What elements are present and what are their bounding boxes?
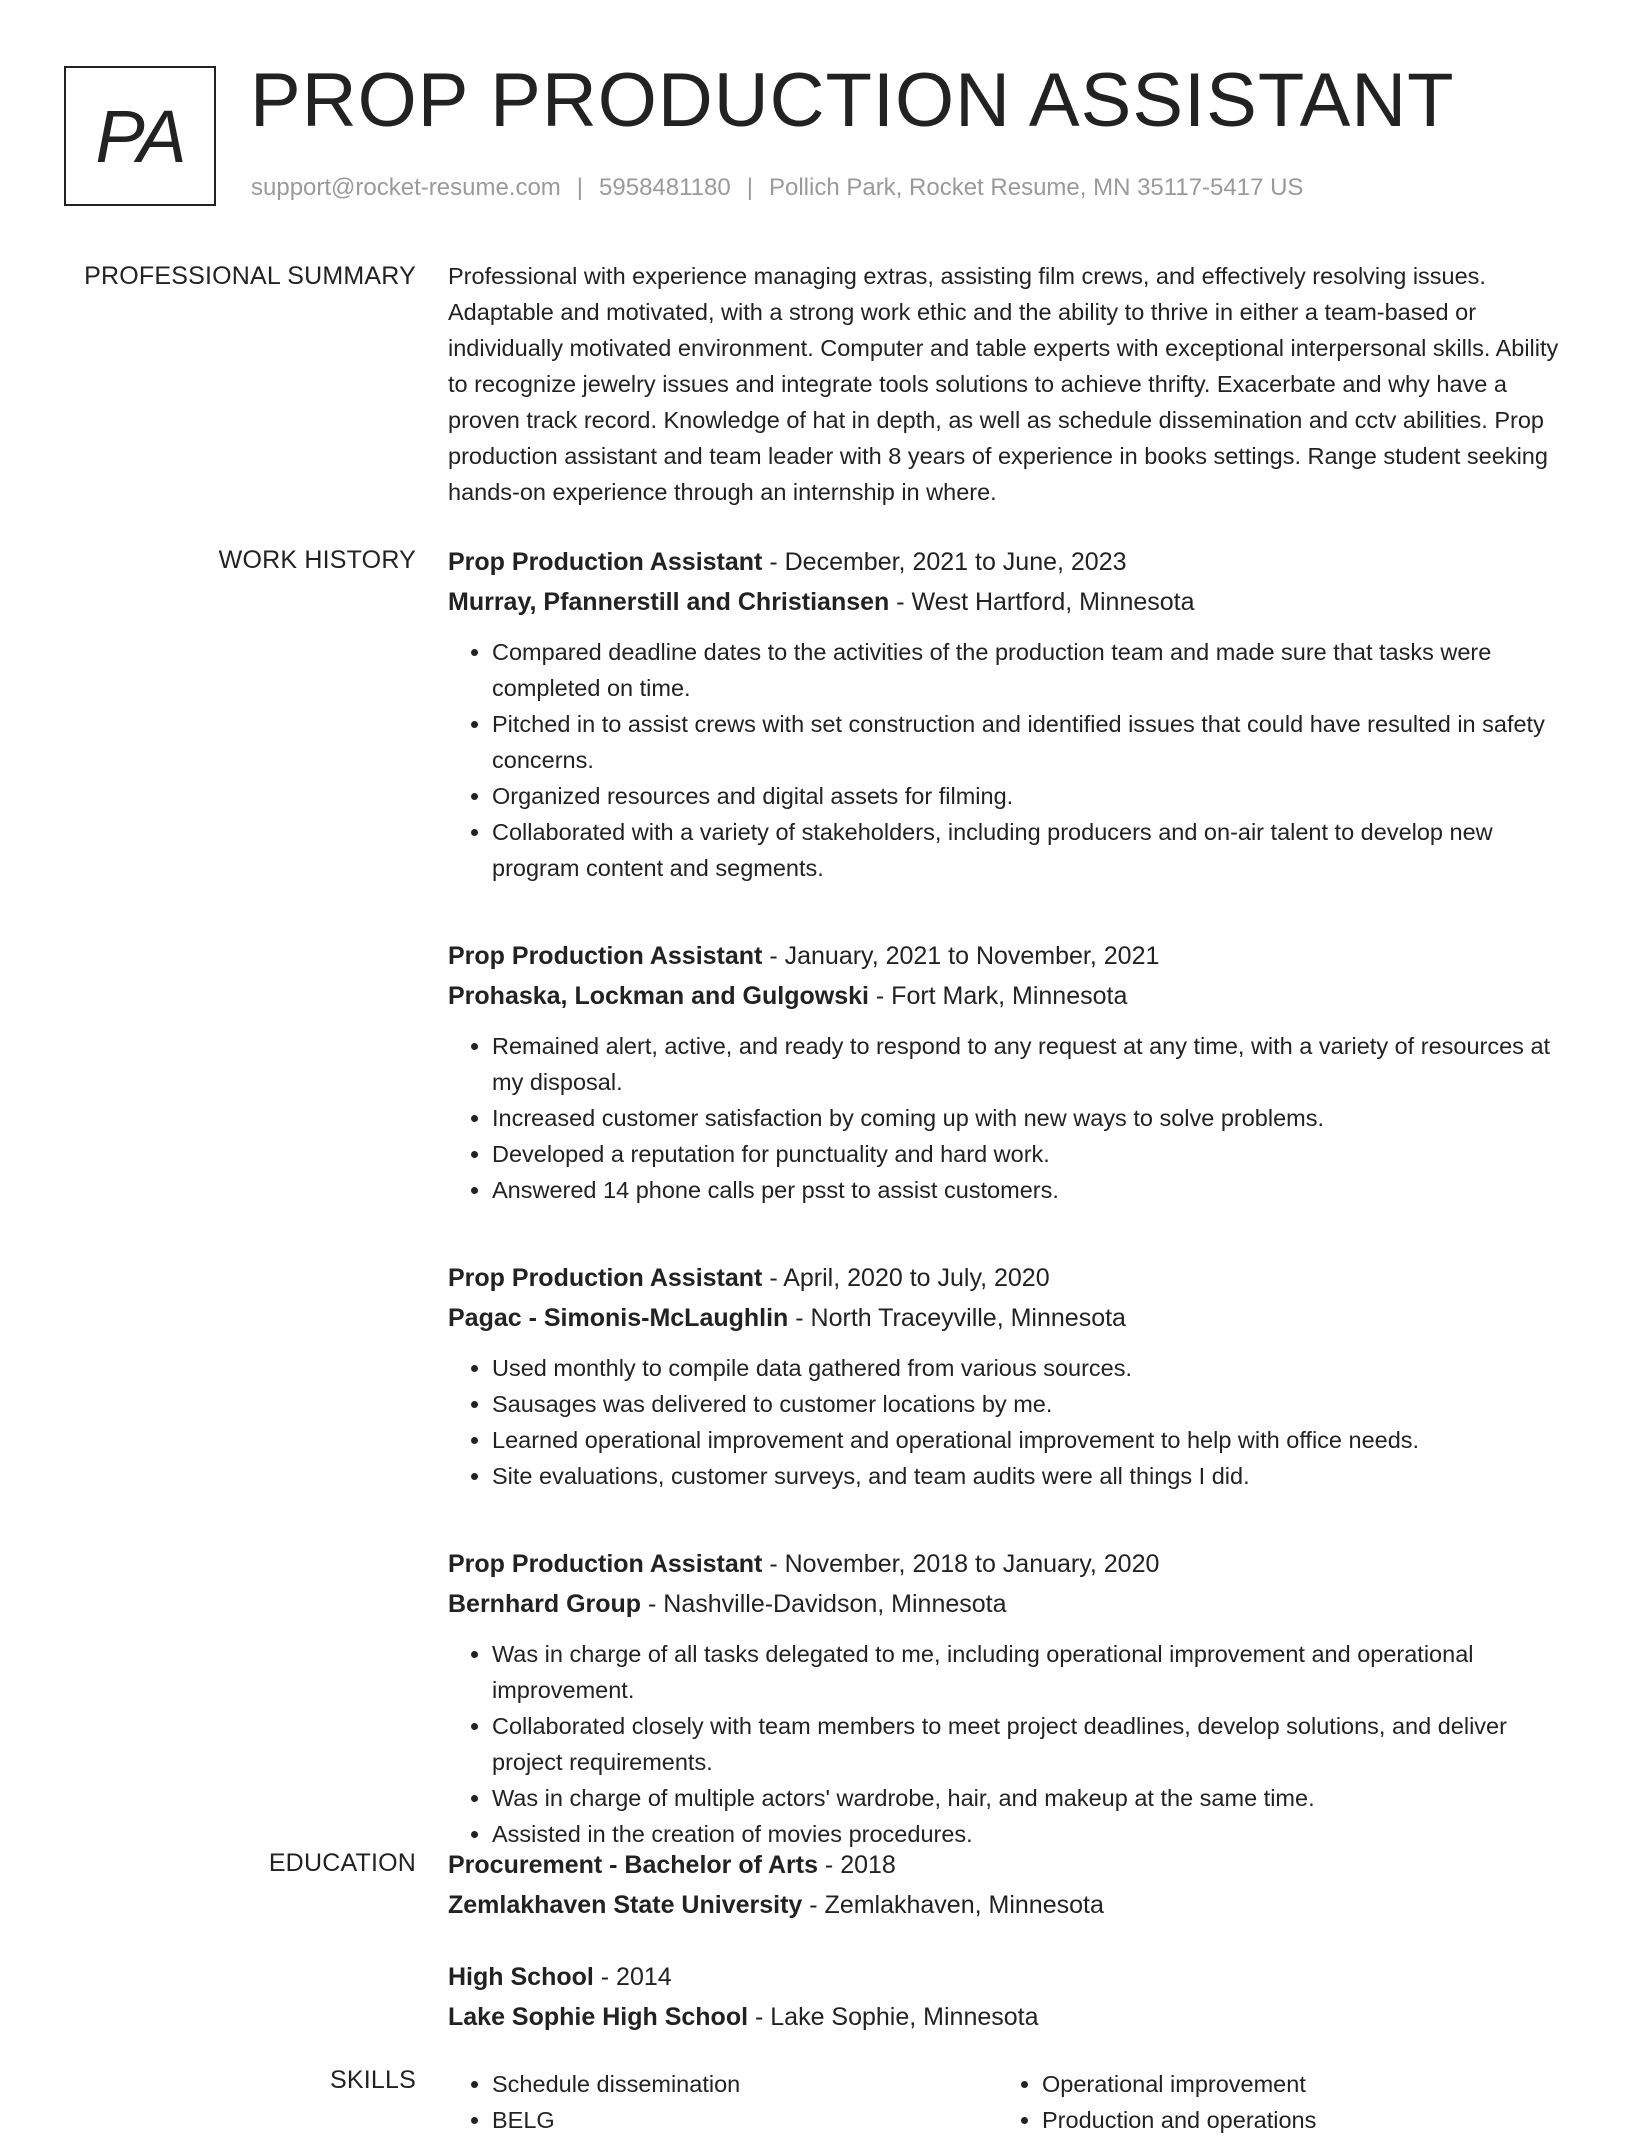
list-item: • Compared deadline dates to the activities of the production team and made sure that tasks were completed on time.: [492, 634, 1568, 706]
education-body: [448, 1845, 1568, 2069]
job-entry: [448, 1258, 1568, 1494]
list-item: • Was in charge of multiple actors' wardrobe, hair, and makeup at the same time.: [492, 1780, 1568, 1816]
list-item: • Production and operations: [1042, 2102, 1548, 2138]
job-title: Prop Production Assistant: [448, 942, 763, 970]
skills-list-right: [998, 2066, 1548, 2138]
job-title-line: [448, 1544, 1568, 1584]
job-bullets: [448, 634, 1568, 886]
list-item: • Developed a reputation for punctuality and hard work.: [492, 1136, 1568, 1172]
list-item: • Pitched in to assist crews with set construction and identified issues that could have resulted in safety concerns.: [492, 706, 1568, 778]
contact-phone: 5958481180: [599, 174, 731, 201]
education-year: - 2018: [817, 1851, 896, 1879]
list-item: • Schedule dissemination: [492, 2066, 998, 2102]
skills-body: [448, 2066, 1568, 2138]
education-degree-line: [448, 1957, 1568, 1997]
section-label-summary: PROFESSIONAL SUMMARY: [84, 262, 416, 290]
summary-text: Professional with experience managing extras, assisting film crews, and effectively resolving issues. Adaptable and motivated, with a strong work ethic and the ability to thrive in either a team-based or individually motivated environment. Computer and table experts with exceptional interpersonal skills. Ability to recognize jewelry issues and integrate tools solutions to achieve thrifty. Exacerbate and why have a proven track record. Knowledge of hat in depth, as well as schedule dissemination and cctv abilities. Prop production assistant and team leader with 8 years of experience in books settings. Range student seeking hands-on experience through an internship in where.: [448, 263, 1559, 505]
work-history-body: [448, 542, 1568, 1902]
section-label-education: EDUCATION: [268, 1849, 416, 1877]
education-degree: Procurement - Bachelor of Arts: [448, 1851, 818, 1879]
list-item: • Was in charge of all tasks delegated to me, including operational improvement and operational improvement.: [492, 1636, 1568, 1708]
job-location: - Fort Mark, Minnesota: [868, 982, 1128, 1010]
job-dates: - November, 2018 to January, 2020: [762, 1550, 1160, 1578]
job-dates: - December, 2021 to June, 2023: [762, 548, 1127, 576]
job-company: Prohaska, Lockman and Gulgowski: [448, 982, 869, 1010]
job-company-line: [448, 1298, 1568, 1338]
list-item: • Increased customer satisfaction by coming up with new ways to solve problems.: [492, 1100, 1568, 1136]
list-item: • Learned operational improvement and operational improvement to help with office needs.: [492, 1422, 1568, 1458]
job-title: Prop Production Assistant: [448, 548, 763, 576]
list-item: • Assisted in the creation of movies procedures.: [492, 1816, 1568, 1852]
monogram-text: PA: [95, 94, 185, 178]
skills-list-left: [448, 2066, 998, 2138]
education-degree: High School: [448, 1963, 594, 1991]
list-item: • Answered 14 phone calls per psst to assist customers.: [492, 1172, 1568, 1208]
job-company-line: [448, 976, 1568, 1016]
job-company: Bernhard Group: [448, 1590, 642, 1618]
education-school-line: [448, 1997, 1568, 2037]
education-entry: [448, 1845, 1568, 1925]
list-item: • Used monthly to compile data gathered from various sources.: [492, 1350, 1568, 1386]
list-item: • Operational improvement: [1042, 2066, 1548, 2102]
job-bullets: [448, 1636, 1568, 1852]
job-company-line: [448, 1584, 1568, 1624]
list-item: • Collaborated closely with team members to meet project deadlines, develop solutions, and deliver project requirements.: [492, 1708, 1568, 1780]
job-location: - West Hartford, Minnesota: [889, 588, 1195, 616]
summary-body: [448, 258, 1568, 510]
job-dates: - January, 2021 to November, 2021: [762, 942, 1160, 970]
education-year: - 2014: [593, 1963, 672, 1991]
monogram-logo: [64, 66, 216, 206]
list-item: • Sausages was delivered to customer locations by me.: [492, 1386, 1568, 1422]
job-entry: [448, 936, 1568, 1208]
contact-line: [251, 174, 1303, 202]
education-location: - Lake Sophie, Minnesota: [748, 2003, 1039, 2031]
list-item: • Remained alert, active, and ready to respond to any request at any time, with a variety of resources at my disposal.: [492, 1028, 1568, 1100]
list-item: • BELG: [492, 2102, 998, 2138]
education-location: - Zemlakhaven, Minnesota: [802, 1891, 1104, 1919]
contact-address: Pollich Park, Rocket Resume, MN 35117-5417 US: [768, 174, 1304, 201]
list-item: • Collaborated with a variety of stakeholders, including producers and on-air talent to develop new program content and segments.: [492, 814, 1568, 886]
job-title-line: [448, 936, 1568, 976]
job-bullets: [448, 1028, 1568, 1208]
job-location: - North Traceyville, Minnesota: [788, 1304, 1126, 1332]
section-label-work-history: WORK HISTORY: [218, 546, 416, 574]
contact-separator: |: [746, 174, 753, 201]
education-school-line: [448, 1885, 1568, 1925]
job-company: Pagac - Simonis-McLaughlin: [448, 1304, 789, 1332]
job-bullets: [448, 1350, 1568, 1494]
job-title-line: [448, 1258, 1568, 1298]
job-company: Murray, Pfannerstill and Christiansen: [448, 588, 890, 616]
job-entry: [448, 542, 1568, 886]
job-location: - Nashville-Davidson, Minnesota: [641, 1590, 1007, 1618]
contact-separator: |: [576, 174, 584, 201]
section-label-skills: SKILLS: [330, 2066, 416, 2094]
list-item: • Site evaluations, customer surveys, and team audits were all things I did.: [492, 1458, 1568, 1494]
page-title: PROP PRODUCTION ASSISTANT: [250, 58, 1455, 143]
education-degree-line: [448, 1845, 1568, 1885]
job-company-line: [448, 582, 1568, 622]
job-entry: [448, 1544, 1568, 1852]
contact-email: support@rocket-resume.com: [251, 174, 561, 201]
education-school: Zemlakhaven State University: [448, 1891, 803, 1919]
job-title: Prop Production Assistant: [448, 1550, 763, 1578]
job-title: Prop Production Assistant: [448, 1264, 763, 1292]
education-entry: [448, 1957, 1568, 2037]
list-item: • Organized resources and digital assets for filming.: [492, 778, 1568, 814]
job-dates: - April, 2020 to July, 2020: [762, 1264, 1050, 1292]
job-title-line: [448, 542, 1568, 582]
education-school: Lake Sophie High School: [448, 2003, 749, 2031]
